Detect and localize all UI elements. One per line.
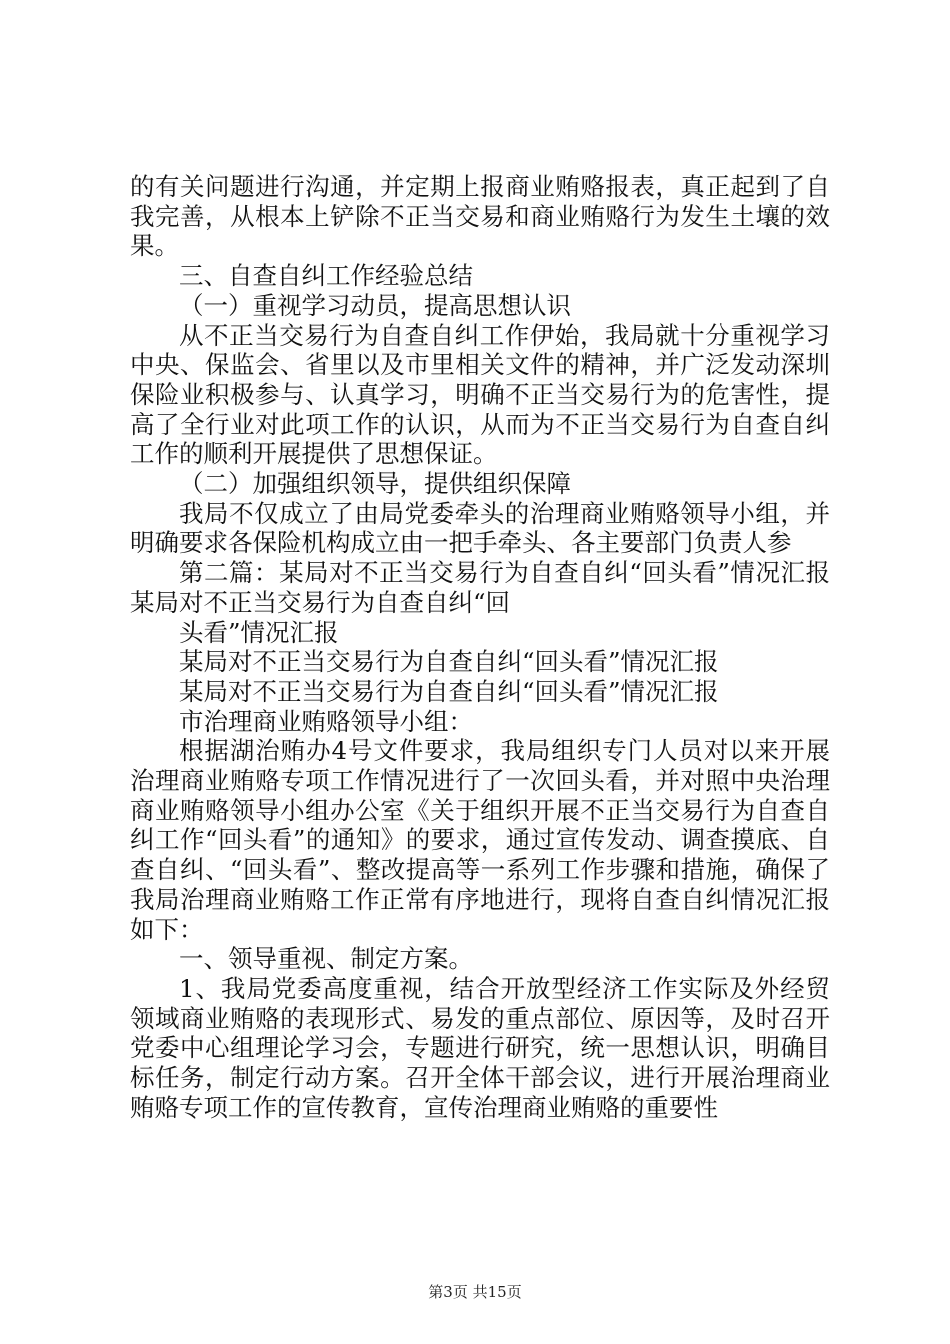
paragraph: 我局不仅成立了由局党委牵头的治理商业贿赂领导小组，并明确要求各保险机构成立由一把手牵头、各主要部门负责人参 xyxy=(130,498,830,558)
page-footer: 第3页 共15页 xyxy=(428,1283,522,1301)
subsection-heading: （一）重视学习动员，提高思想认识 xyxy=(179,290,571,320)
paragraph: 1、我局党委高度重视，结合开放型经济工作实际及外经贸领域商业贿赂的表现形式、易发的重点部位、原因等，及时召开党委中心组理论学习会，专题进行研究，统一思想认识，明确目标任务，制定行动方案。召开全体干部会议，进行开展治理商业贿赂专项工作的宣传教育，宣传治理商业贿赂的重要性 xyxy=(130,973,830,1122)
salutation: 市治理商业贿赂领导小组： xyxy=(179,706,473,736)
paragraph: 的有关问题进行沟通，并定期上报商业贿赂报表，真正起到了自我完善，从根本上铲除不正当交易和商业贿赂行为发生土壤的效果。 xyxy=(130,172,830,261)
paragraph: 从不正当交易行为自查自纠工作伊始，我局就十分重视学习中央、保监会、省里以及市里相关文件的精神，并广泛发动深圳保险业积极参与、认真学习，明确不正当交易行为的危害性，提高了全行业对此项工作的认识，从而为不正当交易行为自查自纠工作的顺利开展提供了思想保证。 xyxy=(130,320,830,469)
body-text xyxy=(130,172,830,1123)
section-heading: 一、领导重视、制定方案。 xyxy=(179,944,473,974)
section-heading: 三、自查自纠工作经验总结 xyxy=(179,261,473,291)
report-title: 某局对不正当交易行为自查自纠“回头看”情况汇报 xyxy=(179,676,719,706)
subsection-heading: （二）加强组织领导，提供组织保障 xyxy=(179,469,571,499)
chapter-heading: 第二篇：某局对不正当交易行为自查自纠“回头看”情况汇报某局对不正当交易行为自查自纠“回 xyxy=(130,558,830,617)
paragraph: 根据湖治贿办4号文件要求，我局组织专门人员对以来开展治理商业贿赂专项工作情况进行了一次回头看，并对照中央治理商业贿赂领导小组办公室《关于组织开展不正当交易行为自查自纠工作“回头看”的通知》的要求，通过宣传发动、调查摸底、自查自纠、“回头看”、整改提高等一系列工作步骤和措施，确保了我局治理商业贿赂工作正常有序地进行，现将自查自纠情况汇报如下： xyxy=(130,736,830,944)
chapter-heading-continued: 头看”情况汇报 xyxy=(179,617,339,647)
report-title: 某局对不正当交易行为自查自纠“回头看”情况汇报 xyxy=(179,647,719,677)
